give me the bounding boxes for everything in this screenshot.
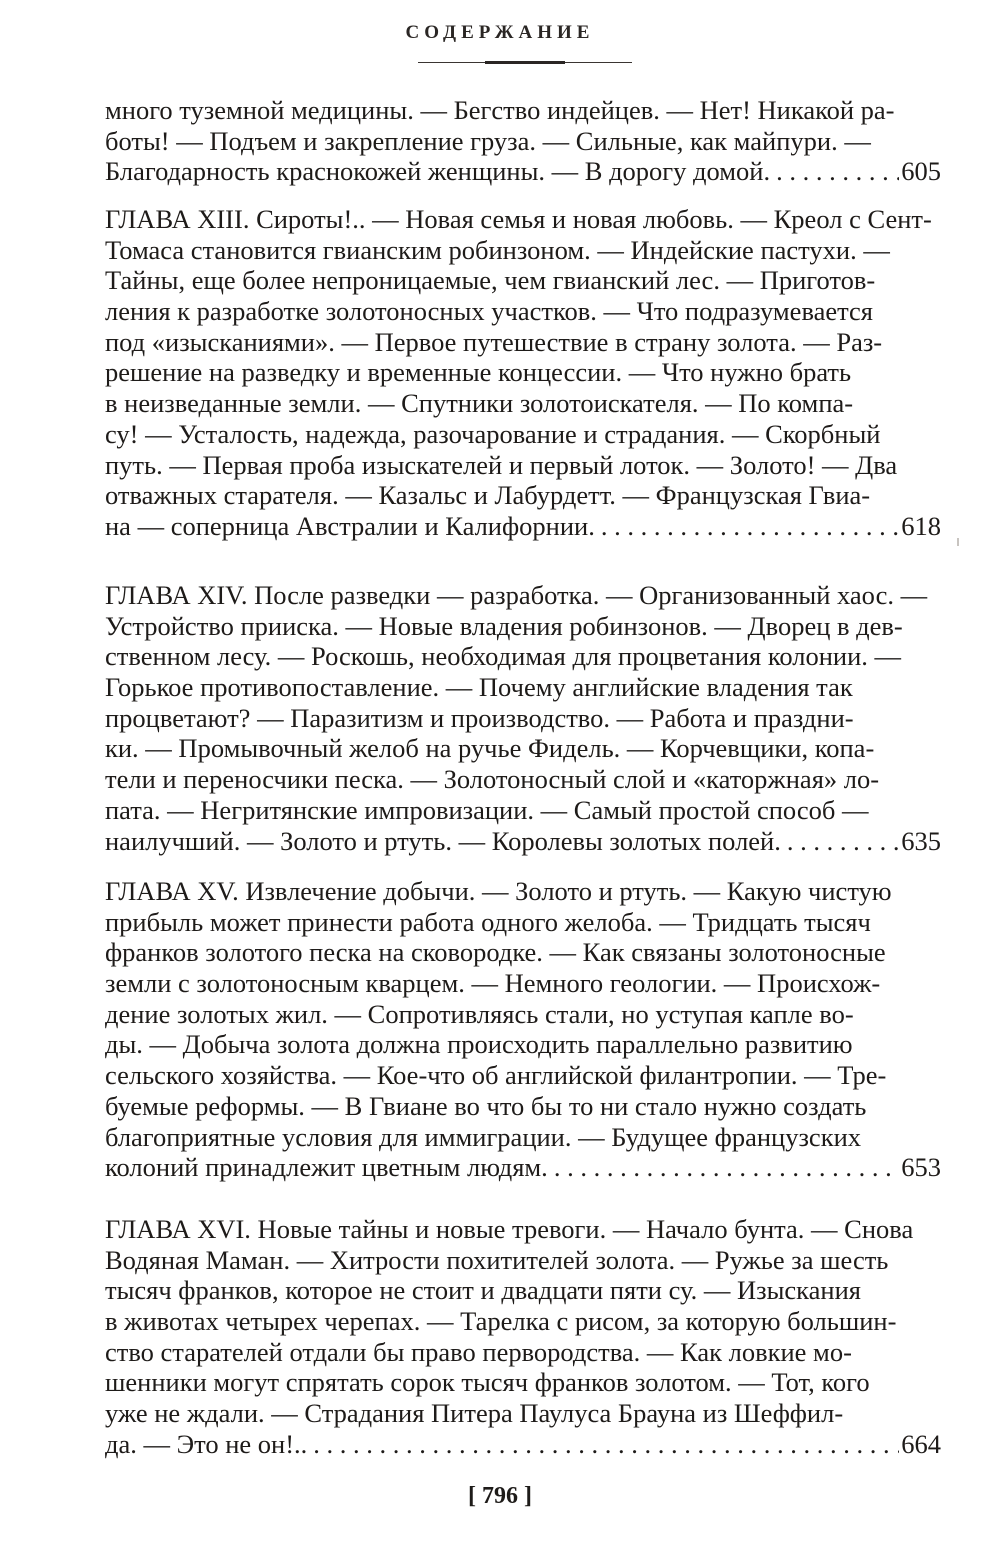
toc-page-number: 618 [901, 510, 941, 541]
toc-line [105, 419, 941, 450]
dot-leader [776, 156, 899, 187]
toc-line [105, 999, 941, 1030]
toc-line [105, 1275, 941, 1306]
toc-line-text: тели и переносчики песка. — Золотоносный слой и «каторжная» ло- [105, 764, 880, 795]
toc-line-text: отважных старателя. — Казальс и Лабурдетт. — Французская Гвиа- [105, 480, 871, 511]
toc-entry [105, 876, 941, 1183]
toc-entry [105, 95, 941, 187]
toc-line-text: прибыль может принести работа одного желоба. — Тридцать тысяч [105, 906, 871, 937]
toc-line [105, 968, 941, 999]
toc-line-text: боты! — Подъем и закрепление груза. — Сильные, как майпури. — [105, 125, 871, 156]
toc-line [105, 1122, 941, 1153]
toc-line [105, 611, 941, 642]
toc-line-text: в животах четырех черепах. — Тарелка с рисом, за которую большин- [105, 1306, 897, 1337]
toc-line [105, 826, 941, 857]
toc-line-text: колоний принадлежит цветным людям. [105, 1152, 548, 1183]
toc-line [105, 937, 941, 968]
toc-line-text: Тайны, еще более непроницаемые, чем гвианский лес. — Приготов- [105, 265, 876, 296]
toc-line-text: Устройство прииска. — Новые владения робинзонов. — Дворец в дев- [105, 610, 903, 641]
toc-line-text: Водяная Маман. — Хитрости похитителей золота. — Ружье за шесть [105, 1244, 889, 1275]
toc-line-text: тысяч франков, которое не стоит и двадцати пяти су. — Изыскания [105, 1275, 861, 1306]
toc-line-text: под «изысканиями». — Первое путешествие в страну золота. — Раз- [105, 326, 883, 357]
header-rule [418, 62, 632, 63]
toc-line [105, 480, 941, 511]
toc-line-text: ственном лесу. — Роскошь, необходимая для процветания колонии. — [105, 641, 902, 672]
scan-artifact [957, 538, 959, 546]
toc-line [105, 703, 941, 734]
toc-line [105, 235, 941, 266]
toc-line-text: ГЛАВА XV. Извлечение добычи. — Золото и ртуть. — Какую чистую [105, 876, 892, 906]
toc-line [105, 733, 941, 764]
toc-line-text: наилучший. — Золото и ртуть. — Королевы золотых полей. [105, 825, 781, 856]
toc-line [105, 764, 941, 795]
dot-leader [787, 826, 899, 857]
toc-line [105, 1306, 941, 1337]
toc-line-text: дение золотых жил. — Сопротивляясь стали, но уступая капле во- [105, 998, 854, 1029]
toc-line-text: франков золотого песка на сковородке. — Как связаны золотоносные [105, 937, 886, 968]
toc-line [105, 1152, 941, 1183]
toc-line [105, 795, 941, 826]
toc-page-number: 664 [901, 1428, 941, 1459]
toc-line-text: Томаса становится гвианским робинзоном. — Индейские пастухи. — [105, 234, 890, 265]
toc-line [105, 672, 941, 703]
toc-line-text: уже не ждали. — Страдания Питера Паулуса Брауна из Шеффил- [105, 1398, 844, 1429]
toc-page-number: 605 [901, 156, 941, 187]
toc-line [105, 204, 941, 235]
dot-leader [313, 1429, 899, 1460]
toc-line [105, 876, 941, 907]
toc-entry [105, 1214, 941, 1460]
dot-leader [601, 511, 899, 542]
toc-line-text: благоприятные условия для иммиграции. — Будущее французских [105, 1121, 862, 1152]
toc-line-text: сельского хозяйства. — Кое-что об английской филантропии. — Тре- [105, 1060, 887, 1091]
toc-line-text: процветают? — Паразитизм и производство. — Работа и праздни- [105, 702, 854, 733]
toc-line-text: решение на разведку и временные концессии. — Что нужно брать [105, 357, 852, 388]
toc-line [105, 1367, 941, 1398]
toc-line [105, 580, 941, 611]
toc-line-text: ГЛАВА XVI. Новые тайны и новые тревоги. — Начало бунта. — Снова [105, 1214, 914, 1244]
toc-line-text: ды. — Добыча золота должна происходить параллельно развитию [105, 1029, 853, 1060]
toc-line [105, 388, 941, 419]
toc-line [105, 327, 941, 358]
toc-line [105, 1429, 941, 1460]
toc-page-number: 653 [901, 1152, 941, 1183]
toc-line [105, 296, 941, 327]
toc-line [105, 1091, 941, 1122]
toc-line [105, 126, 941, 157]
toc-line-text: су! — Усталость, надежда, разочарование и страдания. — Скорбный [105, 418, 881, 449]
toc-line [105, 450, 941, 481]
toc-line-text: на — соперница Австралии и Калифорнии. [105, 510, 595, 541]
toc-line [105, 1029, 941, 1060]
toc-line-text: ления к разработке золотоносных участков. — Что подразумевается [105, 296, 873, 327]
toc-line-text: путь. — Первая проба изыскателей и первый лоток. — Золото! — Два [105, 449, 898, 480]
toc-line-text: пата. — Негритянские импровизации. — Самый простой способ — [105, 794, 869, 825]
toc-line [105, 1060, 941, 1091]
toc-line-text: ГЛАВА XIV. После разведки — разработка. — Организованный хаос. — [105, 580, 928, 610]
toc-line [105, 357, 941, 388]
toc-line [105, 641, 941, 672]
toc-line-text: в неизведанные земли. — Спутники золотоискателя. — По компа- [105, 388, 854, 419]
toc-line-text: да. — Это не он!.. [105, 1428, 308, 1459]
toc-line [105, 265, 941, 296]
toc-line-text: ки. — Промывочный желоб на ручье Фидель. — Корчевщики, копа- [105, 733, 875, 764]
toc-line-text: земли с золотоносным кварцем. — Немного геологии. — Происхож- [105, 968, 881, 999]
toc-line-text: много туземной медицины. — Бегство индейцев. — Нет! Никакой ра- [105, 95, 895, 125]
running-header: СОДЕРЖАНИЕ [405, 22, 595, 43]
toc-line-text: шенники могут спрятать сорок тысяч франков золотом. — Тот, кого [105, 1367, 870, 1398]
toc-line [105, 1398, 941, 1429]
toc-line [105, 156, 941, 187]
toc-line [105, 1337, 941, 1368]
toc-line [105, 511, 941, 542]
toc-line [105, 1245, 941, 1276]
toc-line [105, 907, 941, 938]
toc-line [105, 95, 941, 126]
toc-entry [105, 204, 941, 542]
toc-line-text: Благодарность краснокожей женщины. — В дорогу домой. [105, 156, 771, 187]
page-number: [ 796 ] [468, 1483, 532, 1509]
toc-line-text: Горькое противопоставление. — Почему английские владения так [105, 672, 853, 703]
toc-line [105, 1214, 941, 1245]
toc-line-text: ГЛАВА XIII. Сироты!.. — Новая семья и новая любовь. — Креол с Сент- [105, 204, 932, 234]
toc-line-text: ство старателей отдали бы право первородства. — Как ловкие мо- [105, 1336, 852, 1367]
dot-leader [554, 1152, 899, 1183]
toc-line-text: буемые реформы. — В Гвиане во что бы то ни стало нужно создать [105, 1090, 867, 1121]
toc-page-number: 635 [901, 825, 941, 856]
toc-entry [105, 580, 941, 856]
